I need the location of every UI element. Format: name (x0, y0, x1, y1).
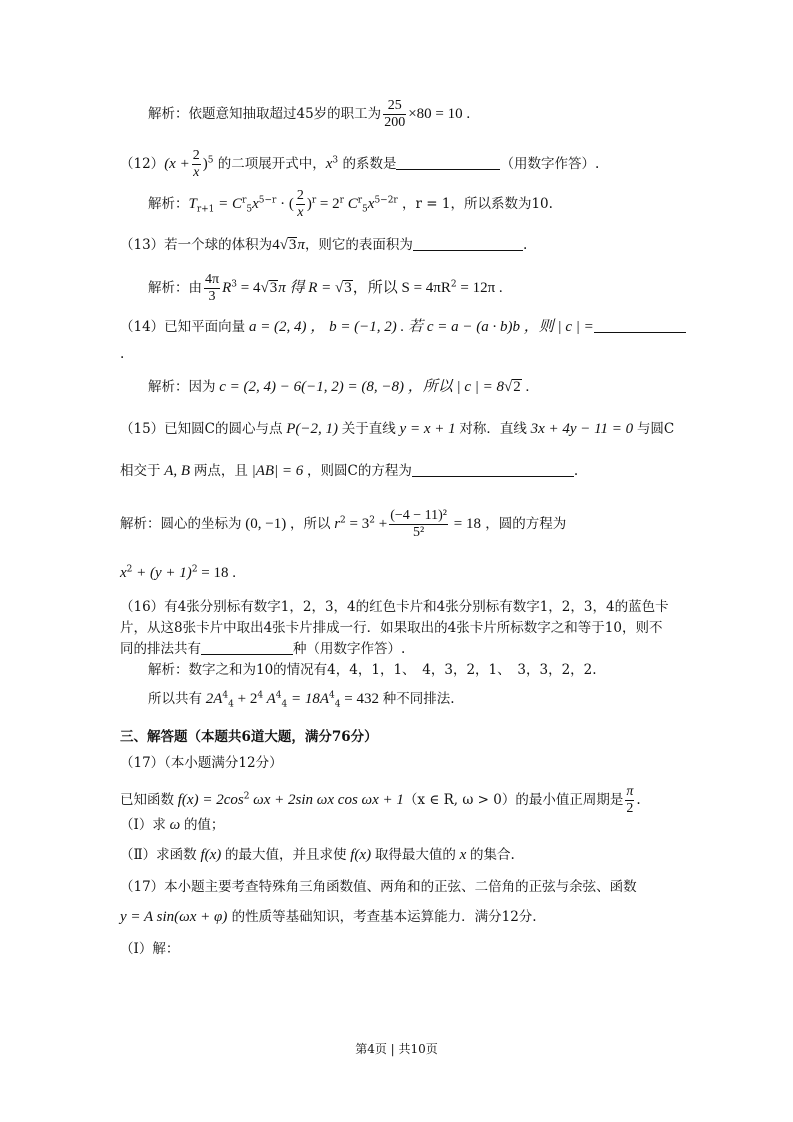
math: = 4 (236, 280, 261, 296)
math: x (367, 196, 375, 212)
math: (x + (164, 156, 190, 172)
fraction: $\frac{2}{x}$ (192, 148, 200, 180)
text: 两点，且 (193, 463, 248, 479)
text: ，则圆C的方程为 (307, 463, 412, 479)
text: 相交于 (120, 463, 161, 479)
text: （Ⅰ）解： (120, 941, 180, 957)
text: （Ⅱ）求函数 (120, 847, 197, 863)
question-16-line-1 (120, 598, 669, 616)
math: 4 (275, 690, 282, 701)
answer-blank (413, 238, 523, 251)
math: 4 (329, 690, 335, 701)
math: r+1 (196, 204, 215, 215)
math: 3 (231, 279, 237, 290)
text: . (573, 463, 579, 479)
text: 的最小值正周期是 (515, 792, 624, 808)
text: 关于直线 (341, 421, 396, 437)
math: f(x) (346, 847, 375, 863)
math: 5−2r (374, 195, 398, 206)
fraction: $\frac{25}{200}$ (384, 98, 406, 130)
question-14 (120, 318, 686, 336)
solution-17-intro (120, 878, 637, 896)
question-number: （12） (120, 156, 165, 172)
math: ωx + 2sin ωx cos ωx + 1 (249, 792, 404, 808)
math: b = (−1, 2) . 若 (325, 319, 424, 335)
math: 5 (246, 204, 253, 215)
math: 4 (334, 699, 341, 710)
math: + (y + 1) (132, 565, 192, 581)
solution-16-result (148, 690, 455, 708)
fraction: $\frac{\pi}{2}$ (626, 784, 634, 816)
math: = 432 (340, 691, 383, 707)
math: |AB| = 6 (247, 463, 308, 479)
math: 3x + 4y − 11 = 0 (526, 421, 637, 437)
text: 同的排法共有 (120, 641, 201, 657)
math: = 12π . (456, 280, 503, 296)
math: π (297, 237, 305, 253)
text: 所以共有 (148, 691, 202, 707)
math: r (357, 195, 363, 206)
text: ，r = 1，所以系数为10. (397, 196, 553, 212)
math: 2A (202, 691, 223, 707)
math: r (242, 195, 247, 206)
text: 的值； (183, 817, 225, 833)
solution-14: 解析：因为 c = (2, 4) − 6(−1, 2) = (8, −8) ，所以 | c | = 8√2 . (148, 379, 530, 395)
math: P(−2, 1) (282, 421, 342, 437)
solution-17-intro-cont (120, 908, 537, 926)
text: . (522, 237, 528, 253)
text: 与圆C (636, 421, 675, 437)
math: x (120, 565, 127, 581)
math: 4 (281, 699, 288, 710)
question-15 (120, 420, 674, 438)
math: 4 (228, 699, 234, 710)
question-17-part-2 (120, 846, 515, 864)
math: c = a − (a · b)b ，则 | c | = (423, 319, 594, 335)
math: = C (214, 196, 243, 212)
math: π 得 R = (278, 280, 335, 296)
math: x (455, 847, 471, 863)
math: = 18 . (197, 565, 237, 581)
question-16-line-3 (120, 640, 405, 658)
math: 3 (344, 280, 352, 296)
math: f(x) (196, 847, 226, 863)
math: r (330, 516, 341, 532)
text: 种（用数字作答）. (293, 641, 406, 657)
math: r (339, 195, 344, 206)
text: ，所以 (289, 516, 331, 532)
math: r (311, 195, 317, 206)
math: 2 (340, 515, 346, 526)
math: = 2 (316, 196, 340, 212)
text: （14）已知平面向量 (120, 319, 246, 335)
text: ×80 = 10 . (408, 106, 471, 122)
text: 对称．直线 (459, 421, 527, 437)
math: 2 (191, 564, 198, 575)
answer-blank (594, 320, 686, 333)
text: 解析：因为 (148, 379, 216, 395)
math: + 2 (233, 691, 258, 707)
math: f(x) = 2cos (174, 792, 244, 808)
text: （16）有4张分别标有数字1，2，3，4的红色卡片和4张分别标有数字1，2，3，4的蓝色卡 (120, 599, 669, 615)
text: 的最大值，并且求使 (225, 847, 347, 863)
question-12 (120, 148, 599, 181)
math: 3 (332, 155, 339, 166)
solution-15 (120, 508, 566, 541)
text: ，则它的表面积为 (304, 237, 413, 253)
math: 3 (269, 280, 278, 296)
math: 2 (369, 515, 375, 526)
math: 2 (450, 279, 457, 290)
math: 2 (513, 379, 521, 395)
math: 4 (272, 237, 280, 253)
math: = 18 (450, 516, 481, 532)
text: （15）已知圆C的圆心与点 (120, 421, 283, 437)
answer-blank (396, 157, 500, 170)
answer-blank (201, 642, 293, 655)
text: 的性质等基础知识，考查基本运算能力．满分12分. (227, 909, 537, 925)
math: 5 (362, 204, 368, 215)
math: 4 (222, 690, 229, 701)
question-13: （13）若一个球的体积为4√3π，则它的表面积为 . (120, 237, 528, 253)
text: 三、解答题（本题共6道大题，满分76分） (120, 729, 378, 745)
text: （17）本小题主要考查特殊角三角函数值、两角和的正弦、二倍角的正弦与余弦、函数 (120, 879, 637, 895)
math: ω (165, 817, 184, 833)
math: (0, −1) (241, 516, 290, 532)
text: （17）（本小题满分12分） (120, 755, 283, 771)
math: 5 (207, 155, 214, 166)
math: y = A sin(ωx + φ) (120, 909, 228, 925)
solution-16 (148, 661, 597, 679)
math: x (252, 196, 259, 212)
text: 种不同排法. (382, 691, 455, 707)
math: C (343, 196, 358, 212)
math: . (521, 379, 530, 395)
solution-12 (148, 188, 553, 221)
math: A, B (160, 463, 194, 479)
question-17-statement (120, 784, 641, 817)
solution-13: 解析：由 $\frac{4\pi}{3}$ $R^3 = 4√3\pi$ 得 R = √3，所以 $S = 4\pi R^2 = 12\pi$ . (148, 272, 503, 304)
math: ，所以 S = 4πR (352, 280, 451, 296)
text: . (120, 346, 125, 362)
text: （用数字作答）. (500, 156, 600, 172)
solution-15-result (120, 564, 236, 582)
math: ) (202, 156, 208, 172)
math: 3 (288, 237, 297, 253)
math: = 18A (287, 691, 330, 707)
math: c = (2, 4) − 6(−1, 2) = (8, −8) ，所以 | c | = 8 (215, 379, 505, 395)
math: 5−r (258, 195, 277, 206)
text: 的集合. (470, 847, 515, 863)
math: + (374, 516, 388, 532)
solution-17-part-1 (120, 940, 179, 958)
answer-blank (412, 464, 574, 477)
math: x (325, 156, 333, 172)
math: ) (306, 196, 312, 212)
math: T (188, 196, 197, 212)
text: 解析：依题意知抽取超过45岁的职工为 (148, 106, 382, 122)
math: · ( (276, 196, 294, 212)
text: 片，从这8张卡片中取出4张卡片排成一行．如果取出的4张卡片所标数字之和等于10，则不 (120, 620, 663, 636)
math: 4 (257, 690, 264, 701)
question-17-part-1 (120, 816, 224, 834)
question-17-score (120, 754, 283, 772)
solution-11 (148, 98, 470, 131)
section-heading (120, 728, 378, 746)
text: 已知函数 (120, 792, 174, 808)
question-15-cont (120, 462, 578, 480)
text: （13）若一个球的体积为 (120, 237, 273, 253)
text: 解析：数字之和为10的情况有4，4，1，1、 4，3，2，1、 3，3，2，2. (148, 662, 597, 678)
page-footer: 第4页 | 共10页 (355, 1042, 438, 1056)
text: 解析：圆心的坐标为 (120, 516, 242, 532)
math: = 3 (345, 516, 370, 532)
fraction: $\frac{\text{(−4 − 11)²}}{\text{5²}}$ (390, 508, 447, 540)
text: （x ∈ R, ω > 0） (403, 792, 516, 808)
question-14-end (120, 345, 124, 363)
math: 2 (126, 564, 133, 575)
math: y = x + 1 (395, 421, 460, 437)
text: ，圆的方程为 (480, 516, 567, 532)
text: （Ⅰ）求 (120, 817, 166, 833)
text: 解析： (148, 196, 189, 212)
fraction: $\frac{4\pi}{3}$ (205, 272, 220, 304)
text: 取得最大值的 (374, 847, 456, 863)
math: 2 (243, 791, 250, 802)
math: A (263, 691, 276, 707)
text: 的系数是 (338, 156, 397, 172)
math: a = (2, 4) ， (245, 319, 326, 335)
question-16-line-2 (120, 619, 662, 637)
fraction: $\frac{2}{x}$ (296, 188, 304, 220)
text: 解析：由 (148, 280, 202, 296)
text: . (636, 792, 641, 808)
text: 的二项展开式中， (213, 156, 326, 172)
math: R (222, 280, 232, 296)
